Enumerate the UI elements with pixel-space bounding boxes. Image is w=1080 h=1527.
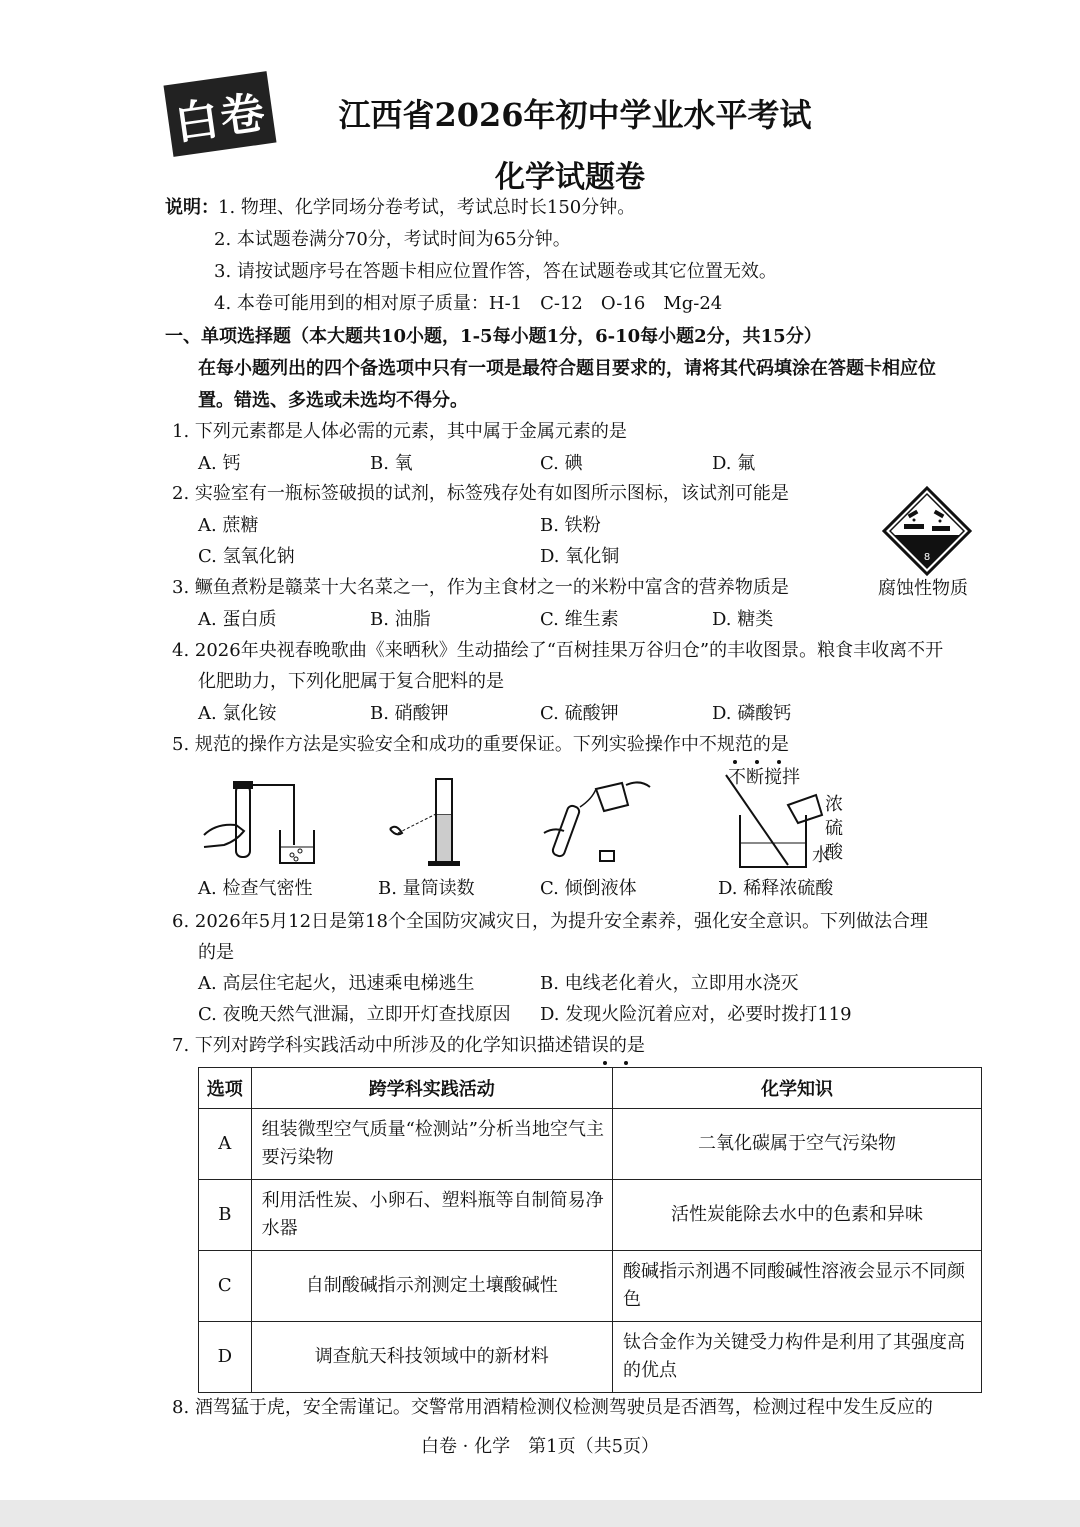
instruction-item: 3. 请按试题序号在答题卡相应位置作答，答在试题卷或其它位置无效。 bbox=[214, 261, 777, 282]
table-cell-option: D bbox=[199, 1322, 252, 1393]
table-cell-knowledge: 活性炭能除去水中的色素和异味 bbox=[613, 1180, 982, 1251]
stir-label: 不断搅拌 bbox=[728, 767, 800, 788]
question-7-table bbox=[198, 1067, 982, 1393]
question-6-option-a: A. 高层住宅起火，迅速乘电梯逃生 bbox=[198, 973, 475, 994]
question-1-option-d: D. 氟 bbox=[712, 453, 756, 474]
table-cell-activity: 调查航天科技领域中的新材料 bbox=[251, 1322, 612, 1393]
question-5-option-b: B. 量筒读数 bbox=[378, 878, 475, 899]
table-header-activity: 跨学科实践活动 bbox=[251, 1068, 612, 1109]
question-5-stem: 5. 规范的操作方法是实验安全和成功的重要保证。下列实验操作中不规范的是 bbox=[172, 734, 789, 755]
section-description: 在每小题列出的四个备选项中只有一项是最符合题目要求的，请将其代码填涂在答题卡相应位 bbox=[198, 358, 936, 379]
table-cell-activity: 组装微型空气质量“检测站”分析当地空气主要污染物 bbox=[251, 1109, 612, 1180]
question-3-option-a: A. 蛋白质 bbox=[198, 609, 277, 630]
exam-subtitle: 化学试题卷 bbox=[495, 160, 645, 195]
corrosive-hazard-icon bbox=[882, 486, 972, 576]
table-cell-option: A bbox=[199, 1109, 252, 1180]
question-4-option-a: A. 氯化铵 bbox=[198, 703, 277, 724]
table-header-knowledge: 化学知识 bbox=[613, 1068, 982, 1109]
question-4-option-d: D. 磷酸钙 bbox=[712, 703, 792, 724]
hazard-icon-caption: 腐蚀性物质 bbox=[878, 578, 968, 599]
table-row bbox=[199, 1322, 982, 1393]
question-1-option-c: C. 碘 bbox=[540, 453, 583, 474]
question-1-option-b: B. 氧 bbox=[370, 453, 413, 474]
question-2-option-c: C. 氢氧化钠 bbox=[198, 546, 295, 567]
table-cell-activity: 自制酸碱指示剂测定土壤酸碱性 bbox=[251, 1251, 612, 1322]
hazard-class-number: 8 bbox=[923, 552, 931, 563]
section-description: 置。错选、多选或未选均不得分。 bbox=[198, 390, 468, 411]
cylinder-reading-figure bbox=[378, 775, 498, 870]
question-5-option-c: C. 倾倒液体 bbox=[540, 878, 637, 899]
section-heading: 一、单项选择题（本大题共10小题，1-5每小题1分，6-10每小题2分，共15分） bbox=[165, 326, 822, 347]
instruction-item: 2. 本试题卷满分70分，考试时间为65分钟。 bbox=[214, 229, 571, 250]
question-4-stem-cont: 化肥助力，下列化肥属于复合肥料的是 bbox=[198, 671, 504, 692]
question-4-stem: 4. 2026年央视春晚歌曲《来晒秋》生动描绘了“百树挂果万谷归仓”的丰收图景。粮食丰收离不开 bbox=[172, 640, 944, 661]
question-6-option-b: B. 电线老化着火，立即用水浇灭 bbox=[540, 973, 799, 994]
question-7-stem: 7. 下列对跨学科实践活动中所涉及的化学知识描述错误的是 bbox=[172, 1035, 645, 1056]
question-6-stem-cont: 的是 bbox=[198, 942, 234, 963]
question-1-option-a: A. 钙 bbox=[198, 453, 241, 474]
instructions-label: 说明： bbox=[165, 197, 219, 218]
table-cell-knowledge: 钛合金作为关键受力构件是利用了其强度高的优点 bbox=[613, 1322, 982, 1393]
question-4-option-c: C. 硫酸钾 bbox=[540, 703, 619, 724]
question-5-option-a: A. 检查气密性 bbox=[198, 878, 313, 899]
question-6-option-c: C. 夜晚天然气泄漏，立即开灯查找原因 bbox=[198, 1004, 511, 1025]
table-row bbox=[199, 1251, 982, 1322]
page-footer: 白卷 · 化学 第1页（共5页） bbox=[420, 1436, 660, 1457]
table-cell-option: C bbox=[199, 1251, 252, 1322]
question-3-option-c: C. 维生素 bbox=[540, 609, 619, 630]
question-2-option-d: D. 氧化铜 bbox=[540, 546, 620, 567]
pour-liquid-figure bbox=[540, 775, 670, 870]
table-row bbox=[199, 1180, 982, 1251]
table-row bbox=[199, 1109, 982, 1180]
water-label: 水 bbox=[812, 845, 830, 866]
question-6-option-d: D. 发现火险沉着应对，必要时拨打119 bbox=[540, 1004, 852, 1025]
airtightness-check-figure bbox=[196, 775, 326, 870]
question-8-stem: 8. 酒驾猛于虎，安全需谨记。交警常用酒精检测仪检测驾驶员是否酒驾，检测过程中发生反应的 bbox=[172, 1397, 933, 1418]
question-1-stem: 1. 下列元素都是人体必需的元素，其中属于金属元素的是 bbox=[172, 421, 627, 442]
question-5-option-d: D. 稀释浓硫酸 bbox=[718, 878, 834, 899]
question-2-option-b: B. 铁粉 bbox=[540, 515, 601, 536]
question-3-option-b: B. 油脂 bbox=[370, 609, 431, 630]
table-cell-knowledge: 二氧化碳属于空气污染物 bbox=[613, 1109, 982, 1180]
question-4-option-b: B. 硝酸钾 bbox=[370, 703, 449, 724]
concentrated-acid-label: 浓硫酸 bbox=[825, 794, 843, 863]
table-header-option: 选项 bbox=[199, 1068, 252, 1109]
instruction-item: 4. 本卷可能用到的相对原子质量：H-1 C-12 O-16 Mg-24 bbox=[214, 293, 723, 314]
question-2-stem: 2. 实验室有一瓶标签破损的试剂，标签残存处有如图所示图标，该试剂可能是 bbox=[172, 483, 789, 504]
table-cell-activity: 利用活性炭、小卵石、塑料瓶等自制简易净水器 bbox=[251, 1180, 612, 1251]
question-6-stem: 6. 2026年5月12日是第18个全国防灾减灾日，为提升安全素养，强化安全意识。下列做法合理 bbox=[172, 911, 928, 932]
white-paper-badge: 白卷 bbox=[163, 71, 276, 157]
question-2-option-a: A. 蔗糖 bbox=[198, 515, 259, 536]
question-3-stem: 3. 鳜鱼煮粉是赣菜十大名菜之一，作为主食材之一的米粉中富含的营养物质是 bbox=[172, 577, 789, 598]
scan-edge bbox=[0, 1500, 1080, 1527]
instruction-item: 1. 物理、化学同场分卷考试，考试总时长150分钟。 bbox=[218, 197, 636, 218]
table-cell-option: B bbox=[199, 1180, 252, 1251]
exam-title: 江西省2026年初中学业水平考试 bbox=[338, 96, 812, 134]
question-3-option-d: D. 糖类 bbox=[712, 609, 774, 630]
table-cell-knowledge: 酸碱指示剂遇不同酸碱性溶液会显示不同颜色 bbox=[613, 1251, 982, 1322]
